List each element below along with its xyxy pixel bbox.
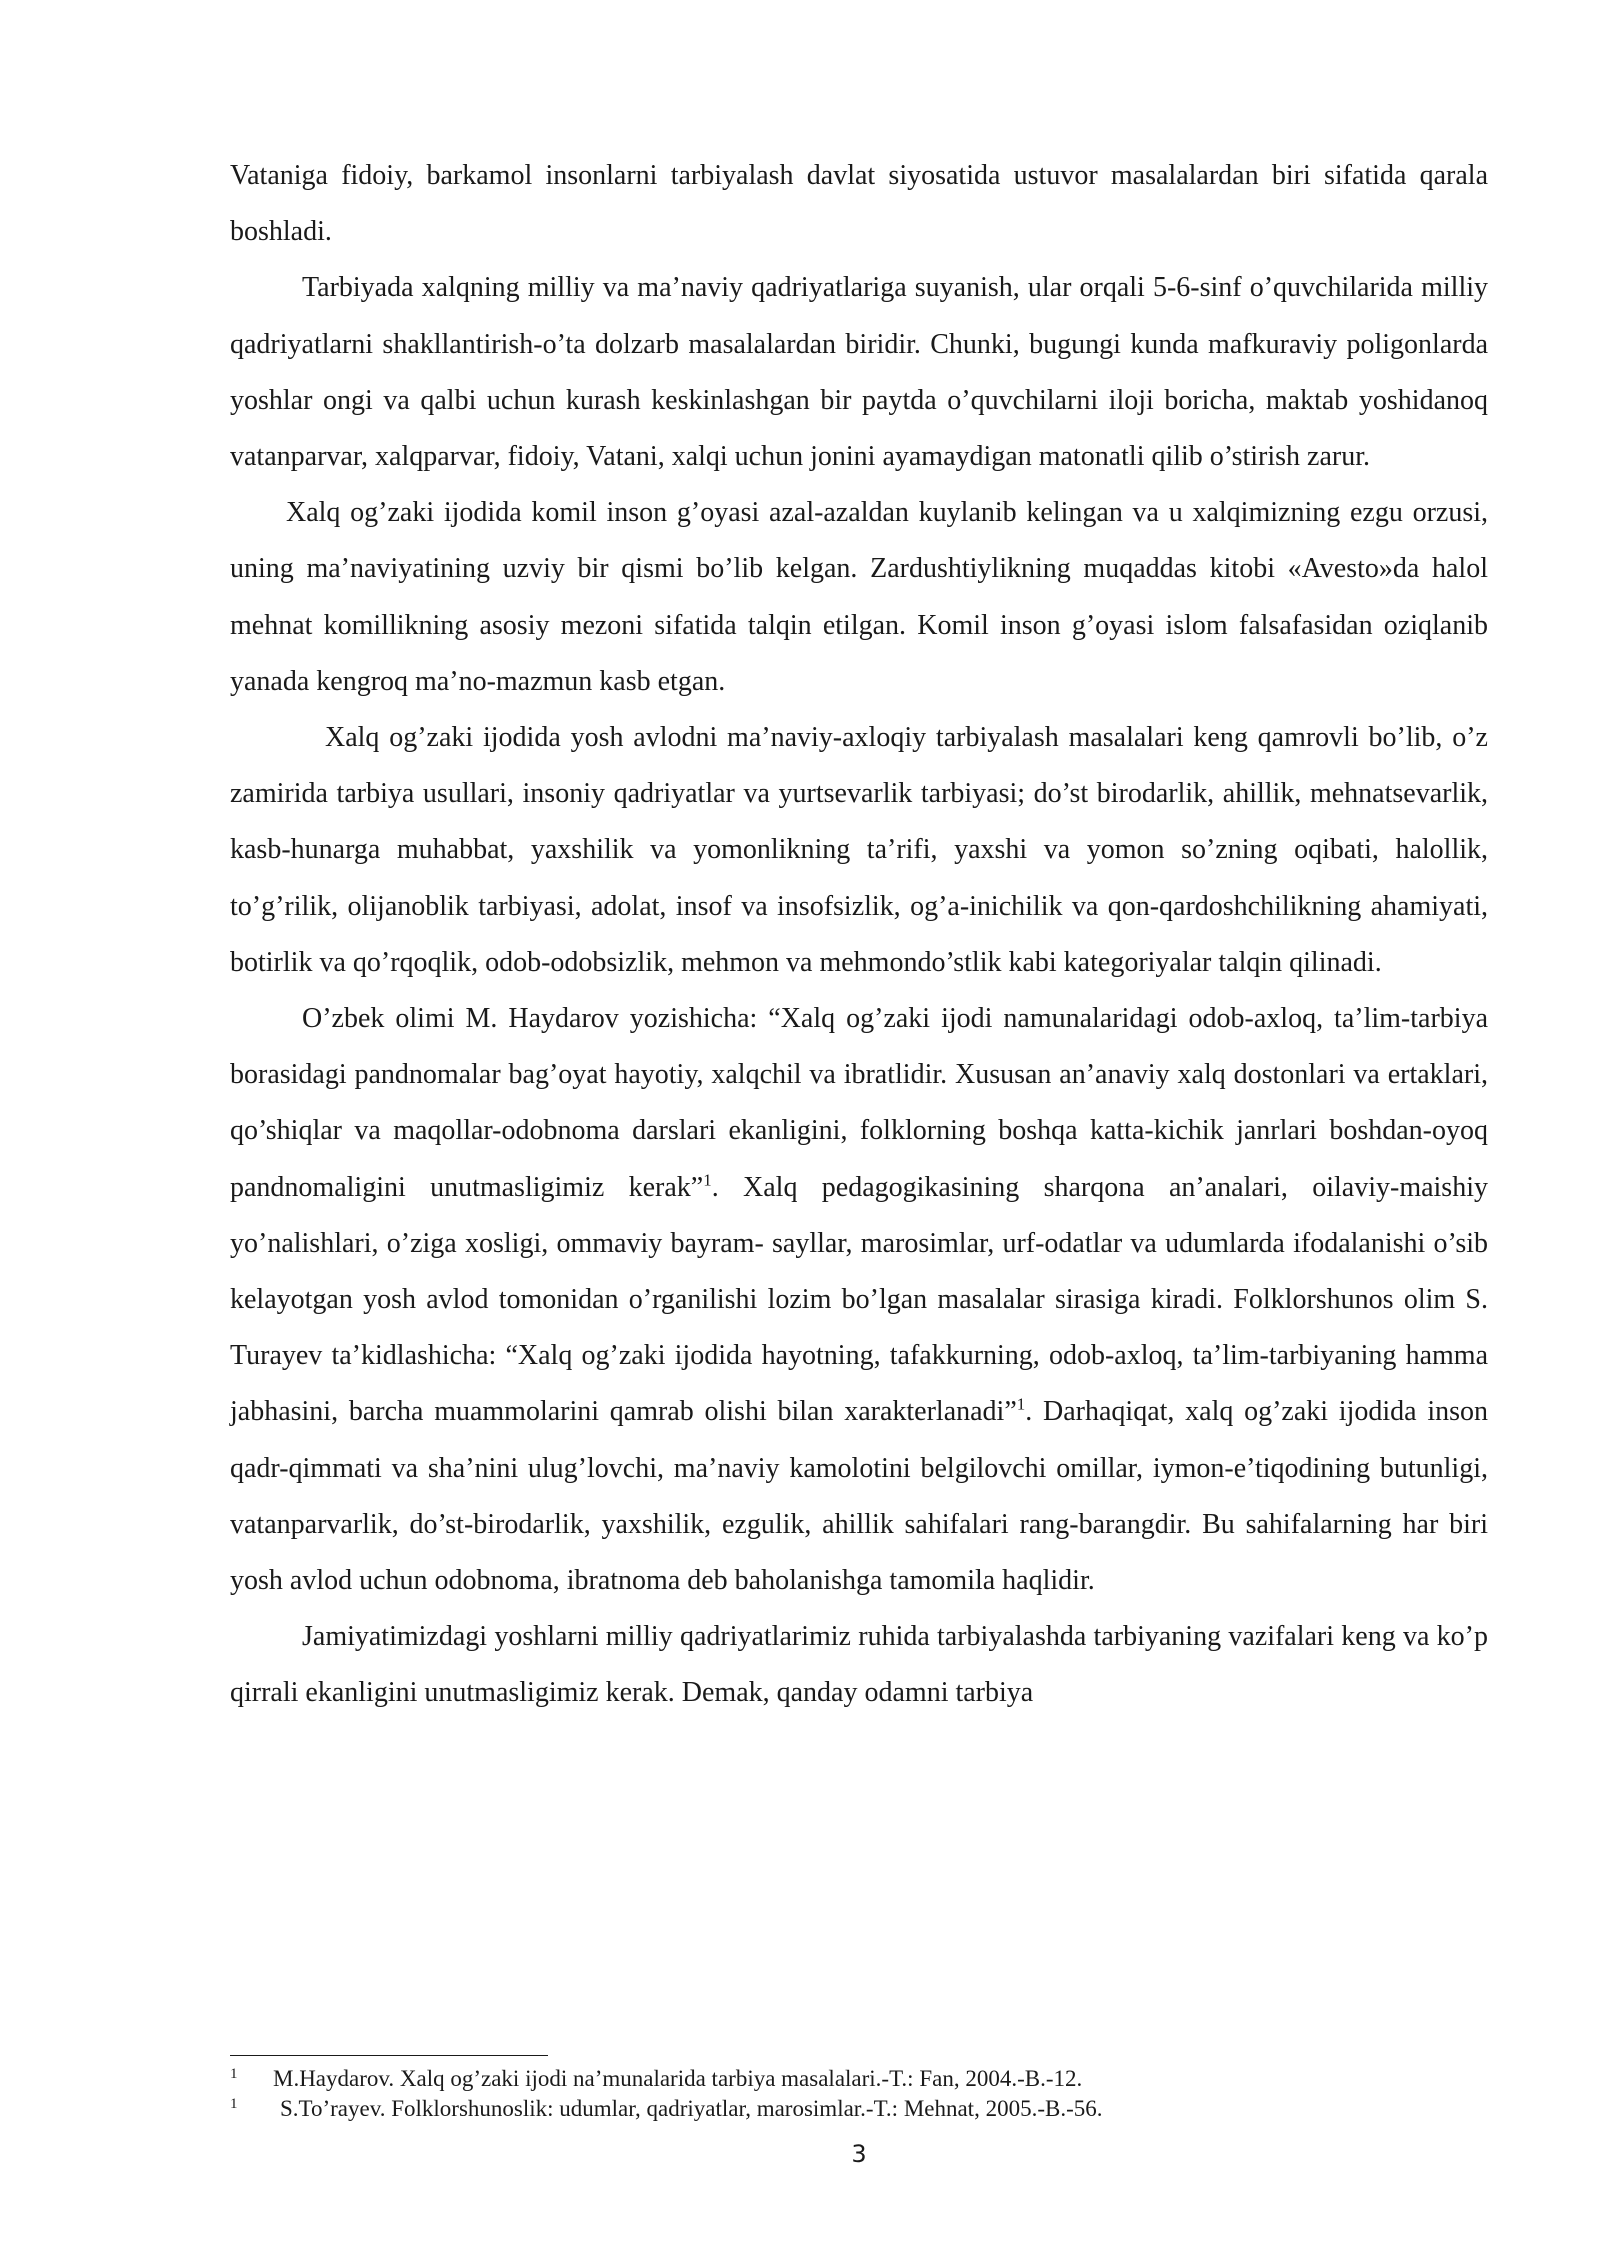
footnote-reference: 1 [703,1170,712,1190]
paragraph-society-youth: Jamiyatimizdagi yoshlarni milliy qadriyatlarimiz ruhida tarbiyalashda tarbiyaning vazifalari keng va ko’p qirrali ekanligini unutmasligimiz kerak. Demak, qanday odamni tarbiya [230,1621,1488,1709]
paragraph-national-values: Tarbiyada xalqning milliy va ma’naviy qadriyatlariga suyanish, ular orqali 5-6-sinf o’quvchilarida milliy qadriyatlarni shakllantirish-o’ta dolzarb masalalardan biridir. Chunki, bugungi kunda mafkuraviy poligonlarda yoshlar ongi va qalbi uchun kurash keskinlashgan bir paytda o’quvchilarni iloji boricha, maktab yoshidanoq vatanparvar, xalqparvar, fidoiy, Vatani, xalqi uchun jonini ayamaydigan matonatli qilib o’stirish zarur. [230,272,1488,473]
footnote-reference: 1 [1016,1395,1026,1415]
paragraph-intro: Vataniga fidoiy, barkamol insonlarni tarbiyalash davlat siyosatida ustuvor masalalardan biri sifatida qarala boshladi. [230,160,1488,248]
footnotes [230,2064,1488,2124]
footnote-text: M.Haydarov. Xalq og’zaki ijodi na’munalarida tarbiya masalalari.-T.: Fan, 2004.-B.-12. [273,2066,1083,2091]
paragraph-haydarov-quote [230,991,1488,1609]
quote-text-part-1: O’zbek olimi M. Haydarov yozishicha: “Xalq og’zaki ijodi namunalaridagi odob-axloq, ta’lim-tarbiya borasidagi pandnomalar bag’oyat hayotiy, xalqchil va ibratlidir. Xususan an’anaviy xalq dostonlari va ertaklari, qo’shiqlar va maqollar-odobnoma darslari ekanligini, folklorning boshqa katta-kichik janrlari boshdan-oyoq pandnomaligini unutmasligimiz kerak” [230,1003,1488,1203]
paragraph-moral-education: Xalq og’zaki ijodida yosh avlodni ma’naviy-axloqiy tarbiyalash masalalari keng qamrovli bo’lib, o’z zamirida tarbiya usullari, insoniy qadriyatlar va yurtsevarlik tarbiyasi; do’st birodarlik, ahillik, mehnatsevarlik, kasb-hunarga muhabbat, yaxshilik va yomonlikning ta’rifi, yaxshi va yomon so’zning oqibati, halollik, to’g’rilik, olijanoblik tarbiyasi, adolat, insof va insofsizlik, og’a-inichilik va qon-qardoshchilikning ahamiyati, botirlik va qo’rqoqlik, odob-odobsizlik, mehmon va mehmondo’stlik kabi kategoriyalar talqin qilinadi. [230,722,1488,978]
quote-text-part-3: . Darhaqiqat, xalq og’zaki ijodida inson qadr-qimmati va sha’nini ulug’lovchi, ma’naviy kamolotini belgilovchi omillar, iymon-e’tiqodining butunligi, vatanparvarlik, do’st-birodarlik, yaxshilik, ezgulik, ahillik sahifalari rang-barangdir. Bu sahifalarning har biri yosh avlod uchun odobnoma, ibratnoma deb baholanishga tamomila haqlidir. [230,1396,1488,1597]
footnote-1 [230,2064,1488,2094]
footnote-mark: 1 [230,2066,238,2082]
footnote-separator [230,2055,548,2056]
page-number: 3 [851,2140,867,2168]
body-text [230,148,1488,1722]
footnote-text: S.To’rayev. Folklorshunoslik: udumlar, qadriyatlar, marosimlar.-T.: Mehnat, 2005.-B.-56. [280,2096,1103,2121]
paragraph-perfect-human: Xalq og’zaki ijodida komil inson g’oyasi azal-azaldan kuylanib kelingan va u xalqimizning ezgu orzusi, uning ma’naviyatining uzviy bir qismi bo’lib kelgan. Zardushtiylikning muqaddas kitobi «Avesto»da halol mehnat komillikning asosiy mezoni sifatida talqin etilgan. Komil inson g’oyasi islom falsafasidan oziqlanib yanada kengroq ma’no-mazmun kasb etgan. [230,497,1488,697]
quote-text-part-2: . Xalq pedagogikasining sharqona an’analari, oilaviy-maishiy yo’nalishlari, o’ziga xosligi, ommaviy bayram- sayllar, marosimlar, urf-odatlar va udumlarda ifodalanishi o’sib kelayotgan yosh avlod tomonidan o’rganilishi lozim bo’lgan masalalar sirasiga kiradi. Folklorshunos olim S. Turayev ta’kidlashicha: “Xalq og’zaki ijodida hayotning, tafakkurning, odob-axloq, ta’lim-tarbiyaning hamma jabhasini, barcha muammolarini qamrab olishi bilan xarakterlanadi” [230,1171,1488,1428]
footnote-mark: 1 [230,2096,238,2112]
footnote-2 [230,2094,1488,2124]
